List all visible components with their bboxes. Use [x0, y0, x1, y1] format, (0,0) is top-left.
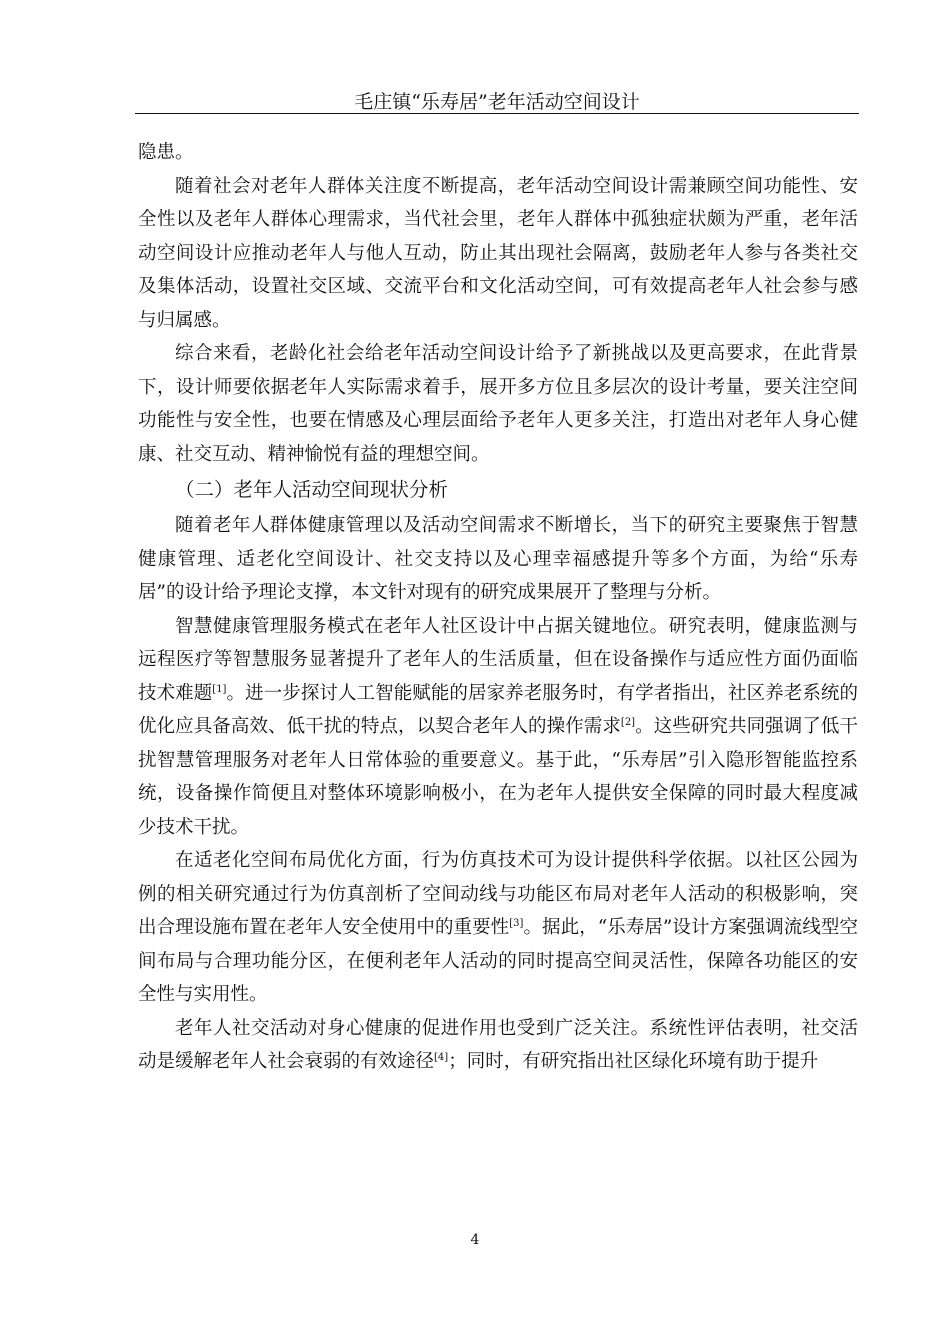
page-number: 4: [470, 1232, 480, 1248]
citation-ref: [4]: [434, 1052, 449, 1063]
running-header: 毛庄镇“乐寿居”老年活动空间设计: [354, 91, 640, 113]
citation-ref: [3]: [509, 918, 524, 929]
paragraph-text: 在适老化空间布局优化方面，行为仿真技术可为设计提供科学依据。以社区公园为例的相关研究通过行为仿真剖析了空间动线与功能区布局对老年人活动的积极影响，突出合理设施布置在老年人安全使用中的重要性: [138, 850, 858, 938]
paragraph-text: 。这些研究共同强调了低干扰智慧管理服务对老年人日常体验的重要意义。基于此，“乐寿居”引入隐形智能监控系统，设备操作简便且对整体环境影响极小，在为老年人提供安全保障的同时最大程度减少技术干扰。: [138, 716, 858, 838]
document-body: [138, 136, 858, 1079]
paragraph-continued: 隐患。: [138, 142, 194, 163]
citation-ref: [1]: [212, 683, 227, 695]
paragraph-text: 。进一步探讨人工智能赋能的居家养老服务时，有学者指出，社区养老系统的优化应具备高效、低干扰的特点，以契合老年人的操作需求: [138, 682, 858, 737]
citation-ref: [2]: [620, 717, 636, 728]
paragraph-social-activity: [138, 1012, 858, 1079]
header-divider: [135, 113, 859, 114]
paragraph-social-needs: 随着社会对老年人群体关注度不断提高，老年活动空间设计需兼顾空间功能性、安全性以及老年人群体心理需求，当代社会里，老年人群体中孤独症状颇为严重，老年活动空间设计应推动老年人与他人互动，防止其出现社会隔离，鼓励老年人参与各类社交及集体活动，设置社交区域、交流平台和文化活动空间，可有效提高老年人社会参与感与归属感。: [138, 175, 858, 331]
section-heading: （二）老年人活动空间现状分析: [175, 478, 449, 501]
paragraph-text: 老年人社交活动对身心健康的促进作用也受到广泛关注。系统性评估表明，社交活动是缓解老年人社会衰弱的有效途径: [138, 1017, 858, 1072]
paragraph-text: ；同时，有研究指出社区绿化环境有助于提升: [448, 1051, 819, 1072]
paragraph-text: 。据此，“乐寿居”设计方案强调流线型空间布局与合理功能分区，在便利老年人活动的同时提高空间灵活性，保障各功能区的安全性与实用性。: [138, 917, 858, 1005]
paragraph-research-overview: 随着老年人群体健康管理以及活动空间需求不断增长，当下的研究主要聚焦于智慧健康管理、适老化空间设计、社交支持以及心理幸福感提升等多个方面，为给“乐寿居”的设计给予理论支撑，本文针对现有的研究成果展开了整理与分析。: [138, 515, 858, 603]
paragraph-space-layout: [138, 844, 858, 1012]
paragraph-text: 智慧健康管理服务模式在老年人社区设计中占据关键地位。研究表明，健康监测与远程医疗等智慧服务显著提升了老年人的生活质量，但在设备操作与适应性方面仍面临技术难题: [138, 615, 858, 704]
paragraph-summary: 综合来看，老龄化社会给老年活动空间设计给予了新挑战以及更高要求，在此背景下，设计师要依据老年人实际需求着手，展开多方位且多层次的设计考量，要关注空间功能性与安全性，也要在情感及心理层面给予老年人更多关注，打造出对老年人身心健康、社交互动、精神愉悦有益的理想空间。: [138, 343, 858, 465]
paragraph-smart-health: [138, 610, 858, 845]
